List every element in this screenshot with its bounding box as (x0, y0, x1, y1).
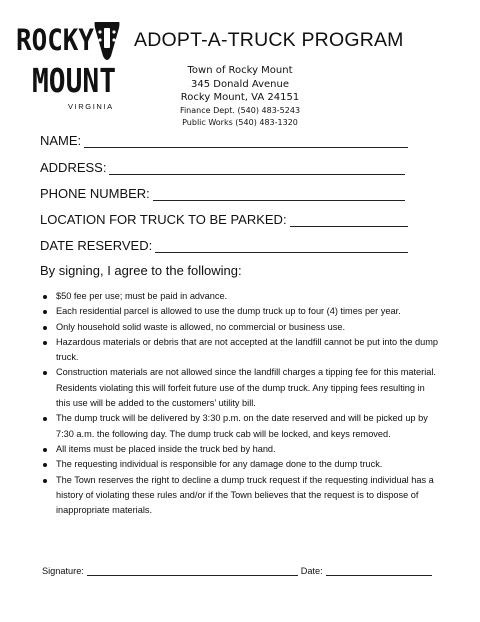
bullet-icon (43, 326, 47, 330)
list-item (40, 320, 440, 335)
signature-label: Signature: (42, 566, 84, 576)
bullet-icon (43, 463, 47, 467)
date-reserved-label: DATE RESERVED: (40, 238, 153, 253)
name-field[interactable] (40, 130, 408, 148)
rocky-mount-logo (16, 20, 120, 112)
rule-text: $50 fee per use; must be paid in advance. (56, 291, 228, 301)
guitar-pick-icon (95, 22, 120, 60)
location-field[interactable] (40, 209, 408, 227)
rule-text: Hazardous materials or debris that are not accepted at the landfill cannot be put into the dump truck. (56, 336, 439, 363)
phone-field[interactable] (40, 183, 405, 201)
document-title: ADOPT-A-TRUCK PROGRAM (134, 29, 404, 51)
list-item (40, 304, 440, 319)
location-blank-line[interactable] (290, 213, 408, 227)
address-blank-line[interactable] (109, 161, 405, 175)
location-label: LOCATION FOR TRUCK TO BE PARKED: (40, 212, 287, 227)
list-item (40, 457, 440, 472)
bullet-icon (43, 341, 47, 345)
list-item (40, 411, 440, 442)
signature-row (42, 566, 432, 576)
address-town-name: Town of Rocky Mount (187, 65, 293, 76)
address-label: ADDRESS: (40, 160, 107, 175)
address-street: 345 Donald Avenue (190, 78, 289, 90)
logo-word-virginia: VIRGINIA (68, 102, 114, 111)
date-reserved-blank-line[interactable] (155, 239, 408, 253)
phone-blank-line[interactable] (153, 187, 405, 201)
logo-graphic (16, 20, 120, 112)
name-blank-line[interactable] (84, 134, 408, 148)
address-public-works-phone: Public Works (540) 483-1320 (182, 117, 298, 127)
logo-word-rocky: ROCKY (16, 23, 95, 57)
rule-text: The requesting individual is responsible for any damage done to the dump truck. (56, 459, 383, 470)
list-item (40, 289, 440, 304)
rules-list (40, 289, 440, 518)
bullet-icon (43, 417, 47, 421)
address-city-state: Rocky Mount, VA 24151 (180, 92, 300, 103)
address-field[interactable] (40, 157, 405, 175)
date-reserved-field[interactable] (40, 235, 408, 253)
phone-label: PHONE NUMBER: (40, 186, 150, 201)
bullet-icon (43, 448, 47, 452)
rule-text: Construction materials are not allowed since the landfill charges a tipping fee for this material. Residents violating this will forfeit future use of the dump truck. Any tipping fees resulting in this use will be added to the customers’ utility bill. (56, 367, 436, 409)
name-label: NAME: (40, 133, 82, 148)
bullet-icon (43, 479, 47, 483)
rule-text: All items must be placed inside the truck bed by hand. (56, 443, 276, 454)
signing-intro: By signing, I agree to the following: (40, 263, 242, 278)
bullet-icon (43, 310, 47, 314)
rule-text: Only household solid waste is allowed, no commercial or business use. (56, 321, 346, 332)
list-item (40, 442, 440, 457)
town-address-block (150, 64, 330, 129)
logo-word-mount: MOUNT (32, 61, 116, 100)
list-item (40, 335, 440, 366)
bullet-icon (43, 295, 47, 299)
address-finance-phone: Finance Dept. (540) 483-5243 (179, 105, 301, 115)
rule-text: The dump truck will be delivered by 3:30 p.m. on the date reserved and will be picked up by 7:30 a.m. the following day. The dump truck cab will be locked, and keys removed. (56, 413, 428, 439)
list-item (40, 365, 440, 411)
list-item (40, 473, 440, 519)
rule-text: Each residential parcel is allowed to use the dump truck up to four (4) times per year. (56, 306, 401, 317)
signature-blank-line[interactable] (87, 566, 298, 576)
rule-text: The Town reserves the right to decline a dump truck request if the requesting individual has a history of violating these rules and/or if the Town believes that the request is to dispose of inappropriate materials. (56, 474, 434, 516)
signature-date-label: Date: (300, 566, 323, 576)
signature-date-blank-line[interactable] (326, 566, 432, 576)
bullet-icon (43, 371, 47, 375)
